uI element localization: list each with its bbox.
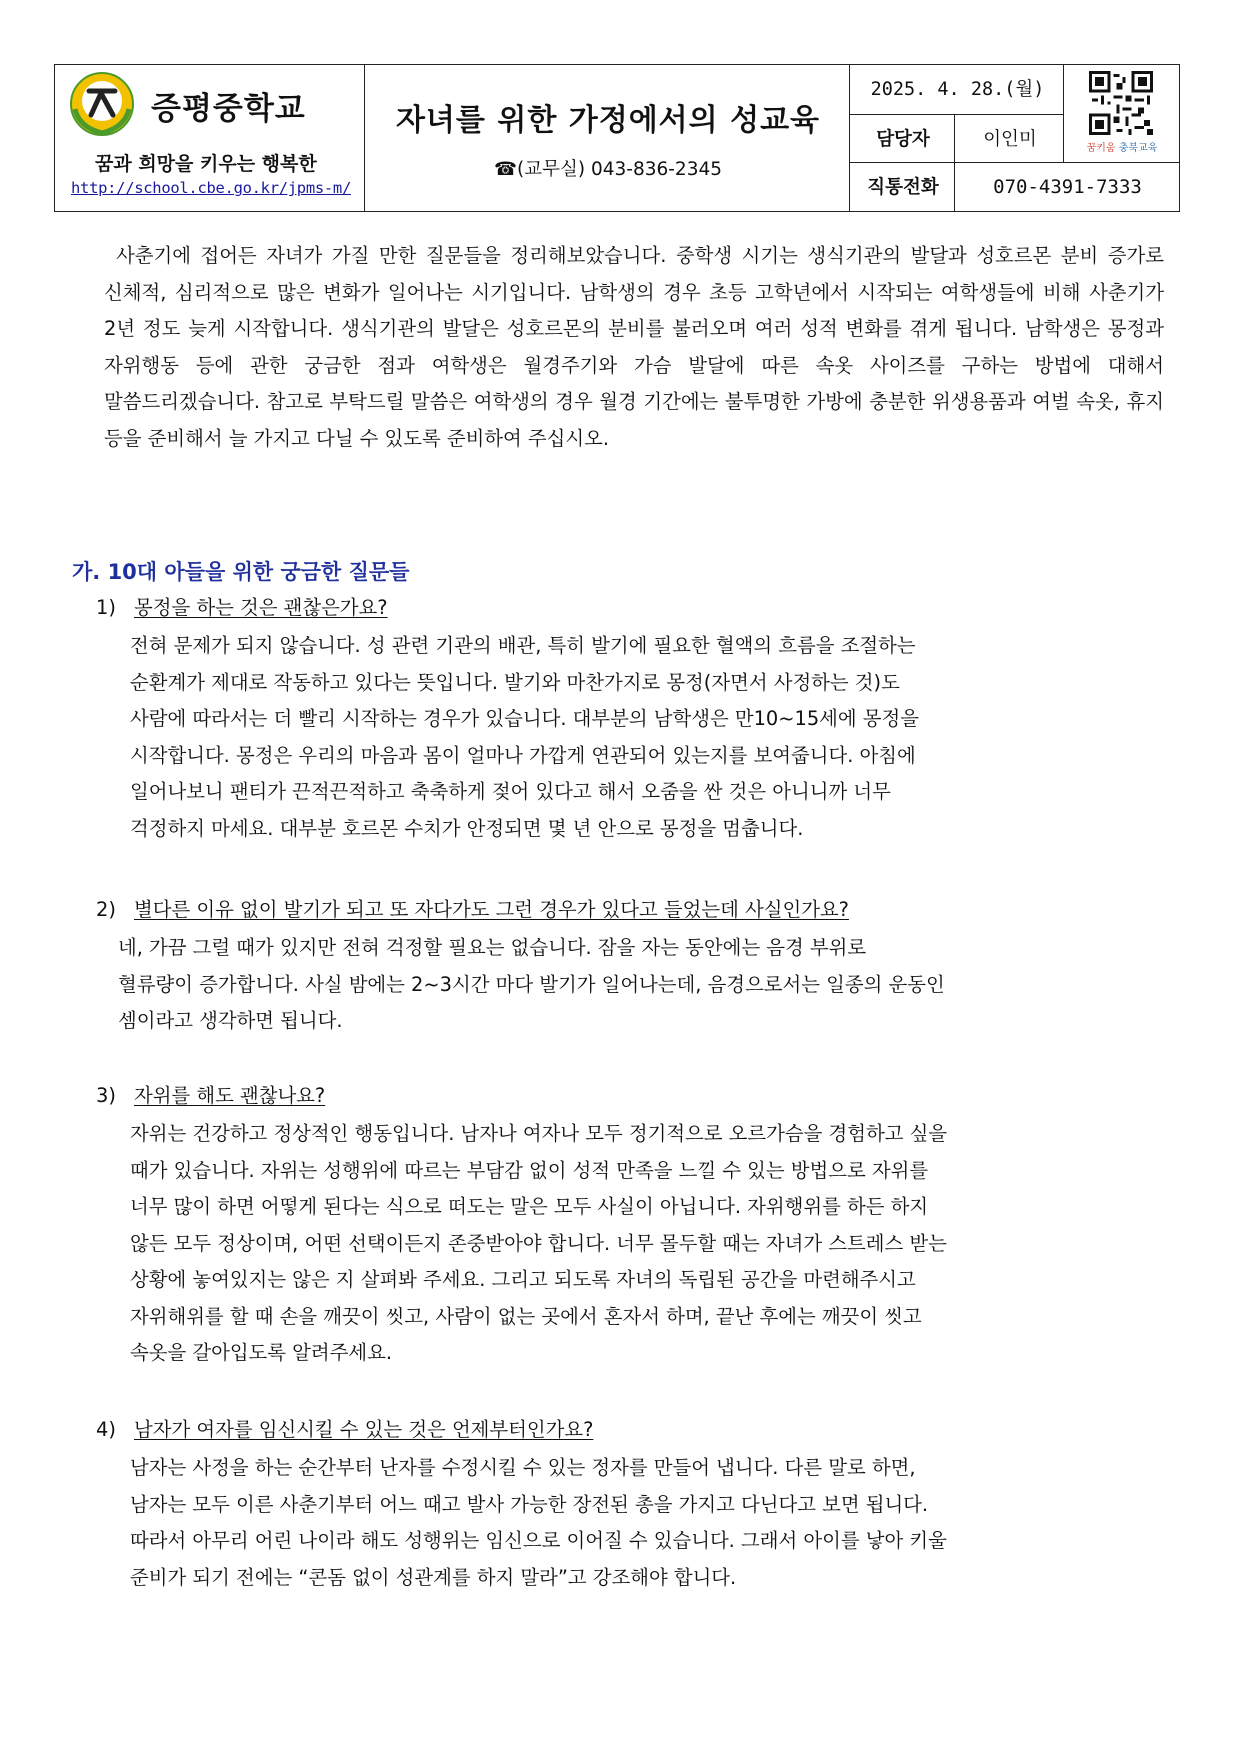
school-name: 증평중학교 <box>151 91 306 127</box>
answer-line: 상황에 놓여있지는 않은 지 살펴봐 주세요. 그리고 되도록 자녀의 독립된 공간을 마련해주시고 <box>130 1268 916 1291</box>
manager-name: 이인미 <box>983 129 1037 150</box>
answer-line: 시작합니다. 몽정은 우리의 마음과 몸이 얼마나 가깝게 연관되어 있는지를 보여줍니다. 아침에 <box>130 743 916 767</box>
intro-text: 사춘기에 접어든 자녀가 가질 만한 질문들을 정리해보았습니다. 중학생 시기는 생식기관의 발달과 성호르몬 분비 증가로 신체적, 심리적으로 많은 변화가 일어나는 시기입니다. 남학생의 경우 초등 고학년에서 시작되는 여학생들에 비해 사춘기가 2년 정도 늦게 시작합니다. 생식기관의 발달은 성호르몬의 분비를 불러오며 여러 성적 변화를 겪게 됩니다. 남학생은 몽정과 자위행동 등에 관한 궁금한 점과 여학생은 월경주기와 가슴 발달에 따른 속옷 사이즈를 구하는 방법에 대해서 말씀드리겠습니다. 참고로 부탁드릴 말씀은 여학생의 경우 월경 기간에는 불투명한 가방에 충분한 위생용품과 여벌 속옷, 휴지 등을 준비해서 늘 가지고 다닐 수 있도록 준비하여 주십시오. <box>104 244 1164 450</box>
manager-label: 담당자 <box>876 129 930 150</box>
school-logo-block <box>55 65 365 211</box>
qr-code-icon[interactable] <box>1089 71 1153 135</box>
qr-caption <box>1065 139 1179 154</box>
header-table <box>54 64 1180 212</box>
school-motto: 꿈과 희망을 키우는 행복한 <box>95 153 317 175</box>
answer-line: 네, 가끔 그럴 때가 있지만 전혀 걱정할 필요는 없습니다. 잠을 자는 동안에는 음경 부위로 <box>118 936 867 959</box>
answer-line: 셈이라고 생각하면 됩니다. <box>118 1009 343 1032</box>
answer-2 <box>118 930 945 1040</box>
question-text: 몽정을 하는 것은 괜찮은가요? <box>134 596 388 619</box>
qr-caption-left: 꿈키움 <box>1086 143 1116 154</box>
question-number: 1) <box>96 596 116 619</box>
qr-block <box>1065 65 1179 163</box>
answer-line: 자위해위를 할 때 손을 깨끗이 씻고, 사람이 없는 곳에서 혼자서 하며, 끝난 후에는 깨끗이 씻고 <box>130 1304 922 1328</box>
answer-line: 준비가 되기 전에는 “콘돔 없이 성관계를 하지 말라”고 강조해야 합니다. <box>130 1565 737 1589</box>
question-text: 남자가 여자를 임신시킬 수 있는 것은 언제부터인가요? <box>134 1418 594 1441</box>
school-emblem-icon <box>69 71 135 137</box>
office-phone: ☎(교무실) 043-836-2345 <box>493 159 723 180</box>
question-2 <box>96 894 849 922</box>
title-block <box>366 65 850 211</box>
school-url-link[interactable]: http://school.cbe.go.kr/jpms-m/ <box>71 179 351 197</box>
question-number: 2) <box>96 898 116 921</box>
answer-line: 전혀 문제가 되지 않습니다. 성 관련 기관의 배관, 특히 발기에 필요한 혈액의 흐름을 조절하는 <box>130 634 916 657</box>
answer-line: 속옷을 갈아입도록 알려주세요. <box>130 1341 392 1364</box>
qr-caption-right: 충북교육 <box>1118 143 1158 154</box>
issue-date: 2025. 4. 28.(월) <box>870 79 1045 100</box>
intro-paragraph <box>104 238 1164 457</box>
direct-phone-number: 070-4391-7333 <box>993 176 1142 198</box>
document-title: 자녀를 위한 가정에서의 성교육 <box>395 103 821 138</box>
answer-line: 일어나보니 팬티가 끈적끈적하고 축축하게 젖어 있다고 해서 오줌을 싼 것은 아니니까 너무 <box>130 780 891 803</box>
answer-4 <box>130 1450 947 1596</box>
question-text: 별다른 이유 없이 발기가 되고 또 자다가도 그런 경우가 있다고 들었는데 사실인가요? <box>134 898 849 921</box>
answer-line: 혈류량이 증가합니다. 사실 밤에는 2~3시간 마다 발기가 일어나는데, 음경으로서는 일종의 운동인 <box>118 972 945 996</box>
answer-line: 걱정하지 마세요. 대부분 호르몬 수치가 안정되면 몇 년 안으로 몽정을 멈춥니다. <box>130 816 804 840</box>
answer-line: 자위는 건강하고 정상적인 행동입니다. 남자나 여자나 모두 정기적으로 오르가슴을 경험하고 싶을 <box>130 1122 948 1145</box>
answer-line: 남자는 사정을 하는 순간부터 난자를 수정시킬 수 있는 정자를 만들어 냅니다. 다른 말로 하면, <box>130 1456 916 1479</box>
direct-phone-label: 직통전화 <box>867 177 939 198</box>
question-4 <box>96 1414 593 1442</box>
question-text: 자위를 해도 괜찮나요? <box>134 1084 326 1107</box>
answer-line: 않든 모두 정상이며, 어떤 선택이든지 존중받아야 합니다. 너무 몰두할 때는 자녀가 스트레스 받는 <box>130 1231 947 1255</box>
answer-1 <box>130 628 919 847</box>
section-title: 가. 10대 아들을 위한 궁금한 질문들 <box>72 560 410 584</box>
question-1 <box>96 592 388 620</box>
answer-line: 너무 많이 하면 어떻게 된다는 식으로 떠도는 말은 모두 사실이 아닙니다. 자위행위를 하든 하지 <box>130 1195 929 1218</box>
answer-line: 순환계가 제대로 작동하고 있다는 뜻입니다. 발기와 마찬가지로 몽정(자면서 사정하는 것)도 <box>130 670 900 694</box>
question-3 <box>96 1080 325 1108</box>
answer-line: 사람에 따라서는 더 빨리 시작하는 경우가 있습니다. 대부분의 남학생은 만10~15세에 몽정을 <box>130 707 919 730</box>
question-number: 4) <box>96 1418 116 1441</box>
answer-line: 때가 있습니다. 자위는 성행위에 따르는 부담감 없이 성적 만족을 느낄 수 있는 방법으로 자위를 <box>130 1158 929 1182</box>
answer-line: 따라서 아무리 어린 나이라 해도 성행위는 임신으로 이어질 수 있습니다. 그래서 아이를 낳아 키울 <box>130 1529 947 1552</box>
answer-3 <box>130 1116 947 1372</box>
answer-line: 남자는 모두 이른 사춘기부터 어느 때고 발사 가능한 장전된 총을 가지고 다닌다고 보면 됩니다. <box>130 1492 929 1516</box>
question-number: 3) <box>96 1084 116 1107</box>
